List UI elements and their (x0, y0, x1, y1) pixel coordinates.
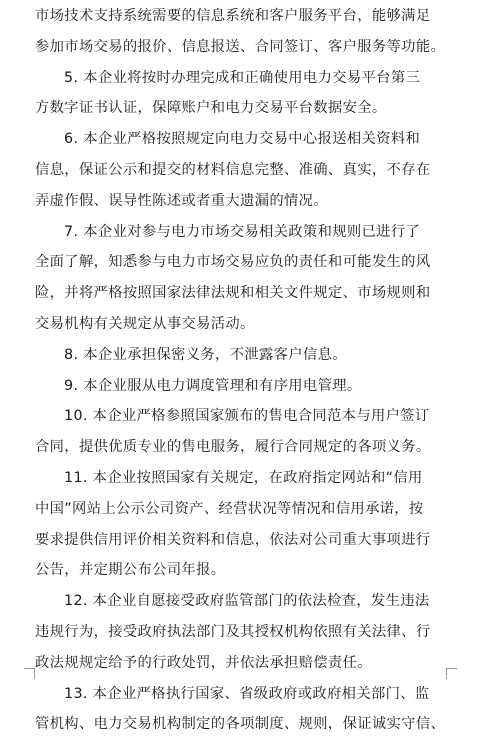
text-line: 12. 本企业自愿接受政府监管部门的依法检查，发生违法 (64, 593, 430, 610)
text-line: 险，并将严格按照国家法律法规和相关文件规定、市场规则和 (35, 285, 431, 302)
text-line: 弄虚作假、误导性陈述或者重大遗漏的情况。 (35, 192, 328, 209)
page-corner-mark-left (24, 668, 35, 679)
text-line: 公告，并定期公布公司年报。 (35, 562, 226, 579)
text-line: 10. 本企业严格参照国家颁布的售电合同范本与用户签订 (64, 408, 430, 425)
document-body (35, 1, 445, 740)
text-line: 13. 本企业严格执行国家、省级政府或政府相关部门、监 (64, 685, 430, 702)
text-line: 7. 本企业对参与电力市场交易相关政策和规则已进行了 (64, 223, 421, 240)
text-line: 参加市场交易的报价、信息报送、合同签订、客户服务等功能。 (35, 38, 445, 55)
text-line: 方数字证书认证，保障账户和电力交易平台数据安全。 (35, 100, 387, 117)
text-line: 中国”网站上公示公司资产、经营状况等情况和信用承诺，按 (35, 500, 424, 517)
text-line: 合同，提供优质专业的售电服务，履行合同规定的各项义务。 (35, 439, 431, 456)
text-line: 市场技术支持系统需要的信息系统和客户服务平台，能够满足 (35, 8, 431, 24)
page-corner-mark-right (446, 668, 457, 679)
text-line: 6. 本企业严格按照规定向电力交易中心报送相关资料和 (64, 131, 421, 148)
text-line: 5. 本企业将按时办理完成和正确使用电力交易平台第三 (64, 69, 421, 86)
text-line: 全面了解，知悉参与电力市场交易应负的责任和可能发生的风 (35, 254, 431, 271)
text-line: 交易机构有关规定从事交易活动。 (35, 315, 255, 332)
text-line: 9. 本企业服从电力调度管理和有序用电管理。 (64, 377, 362, 394)
text-line: 违规行为，接受政府执法部门及其授权机构依照有关法律、行 (35, 623, 431, 640)
text-line: 信息，保证公示和提交的材料信息完整、准确、真实，不存在 (35, 161, 431, 178)
text-line: 要求提供信用评价相关资料和信息，依法对公司重大事项进行 (35, 531, 431, 548)
text-line: 管机构、电力交易机构制定的各项制度、规则，保证诚实守信、 (35, 716, 445, 733)
text-line: 11. 本企业按照国家有关规定，在政府指定网站和“信用 (64, 469, 423, 486)
text-line: 政法规规定给予的行政处罚，并依法承担赔偿责任。 (35, 654, 372, 671)
text-line: 8. 本企业承担保密义务，不泄露客户信息。 (64, 346, 347, 363)
